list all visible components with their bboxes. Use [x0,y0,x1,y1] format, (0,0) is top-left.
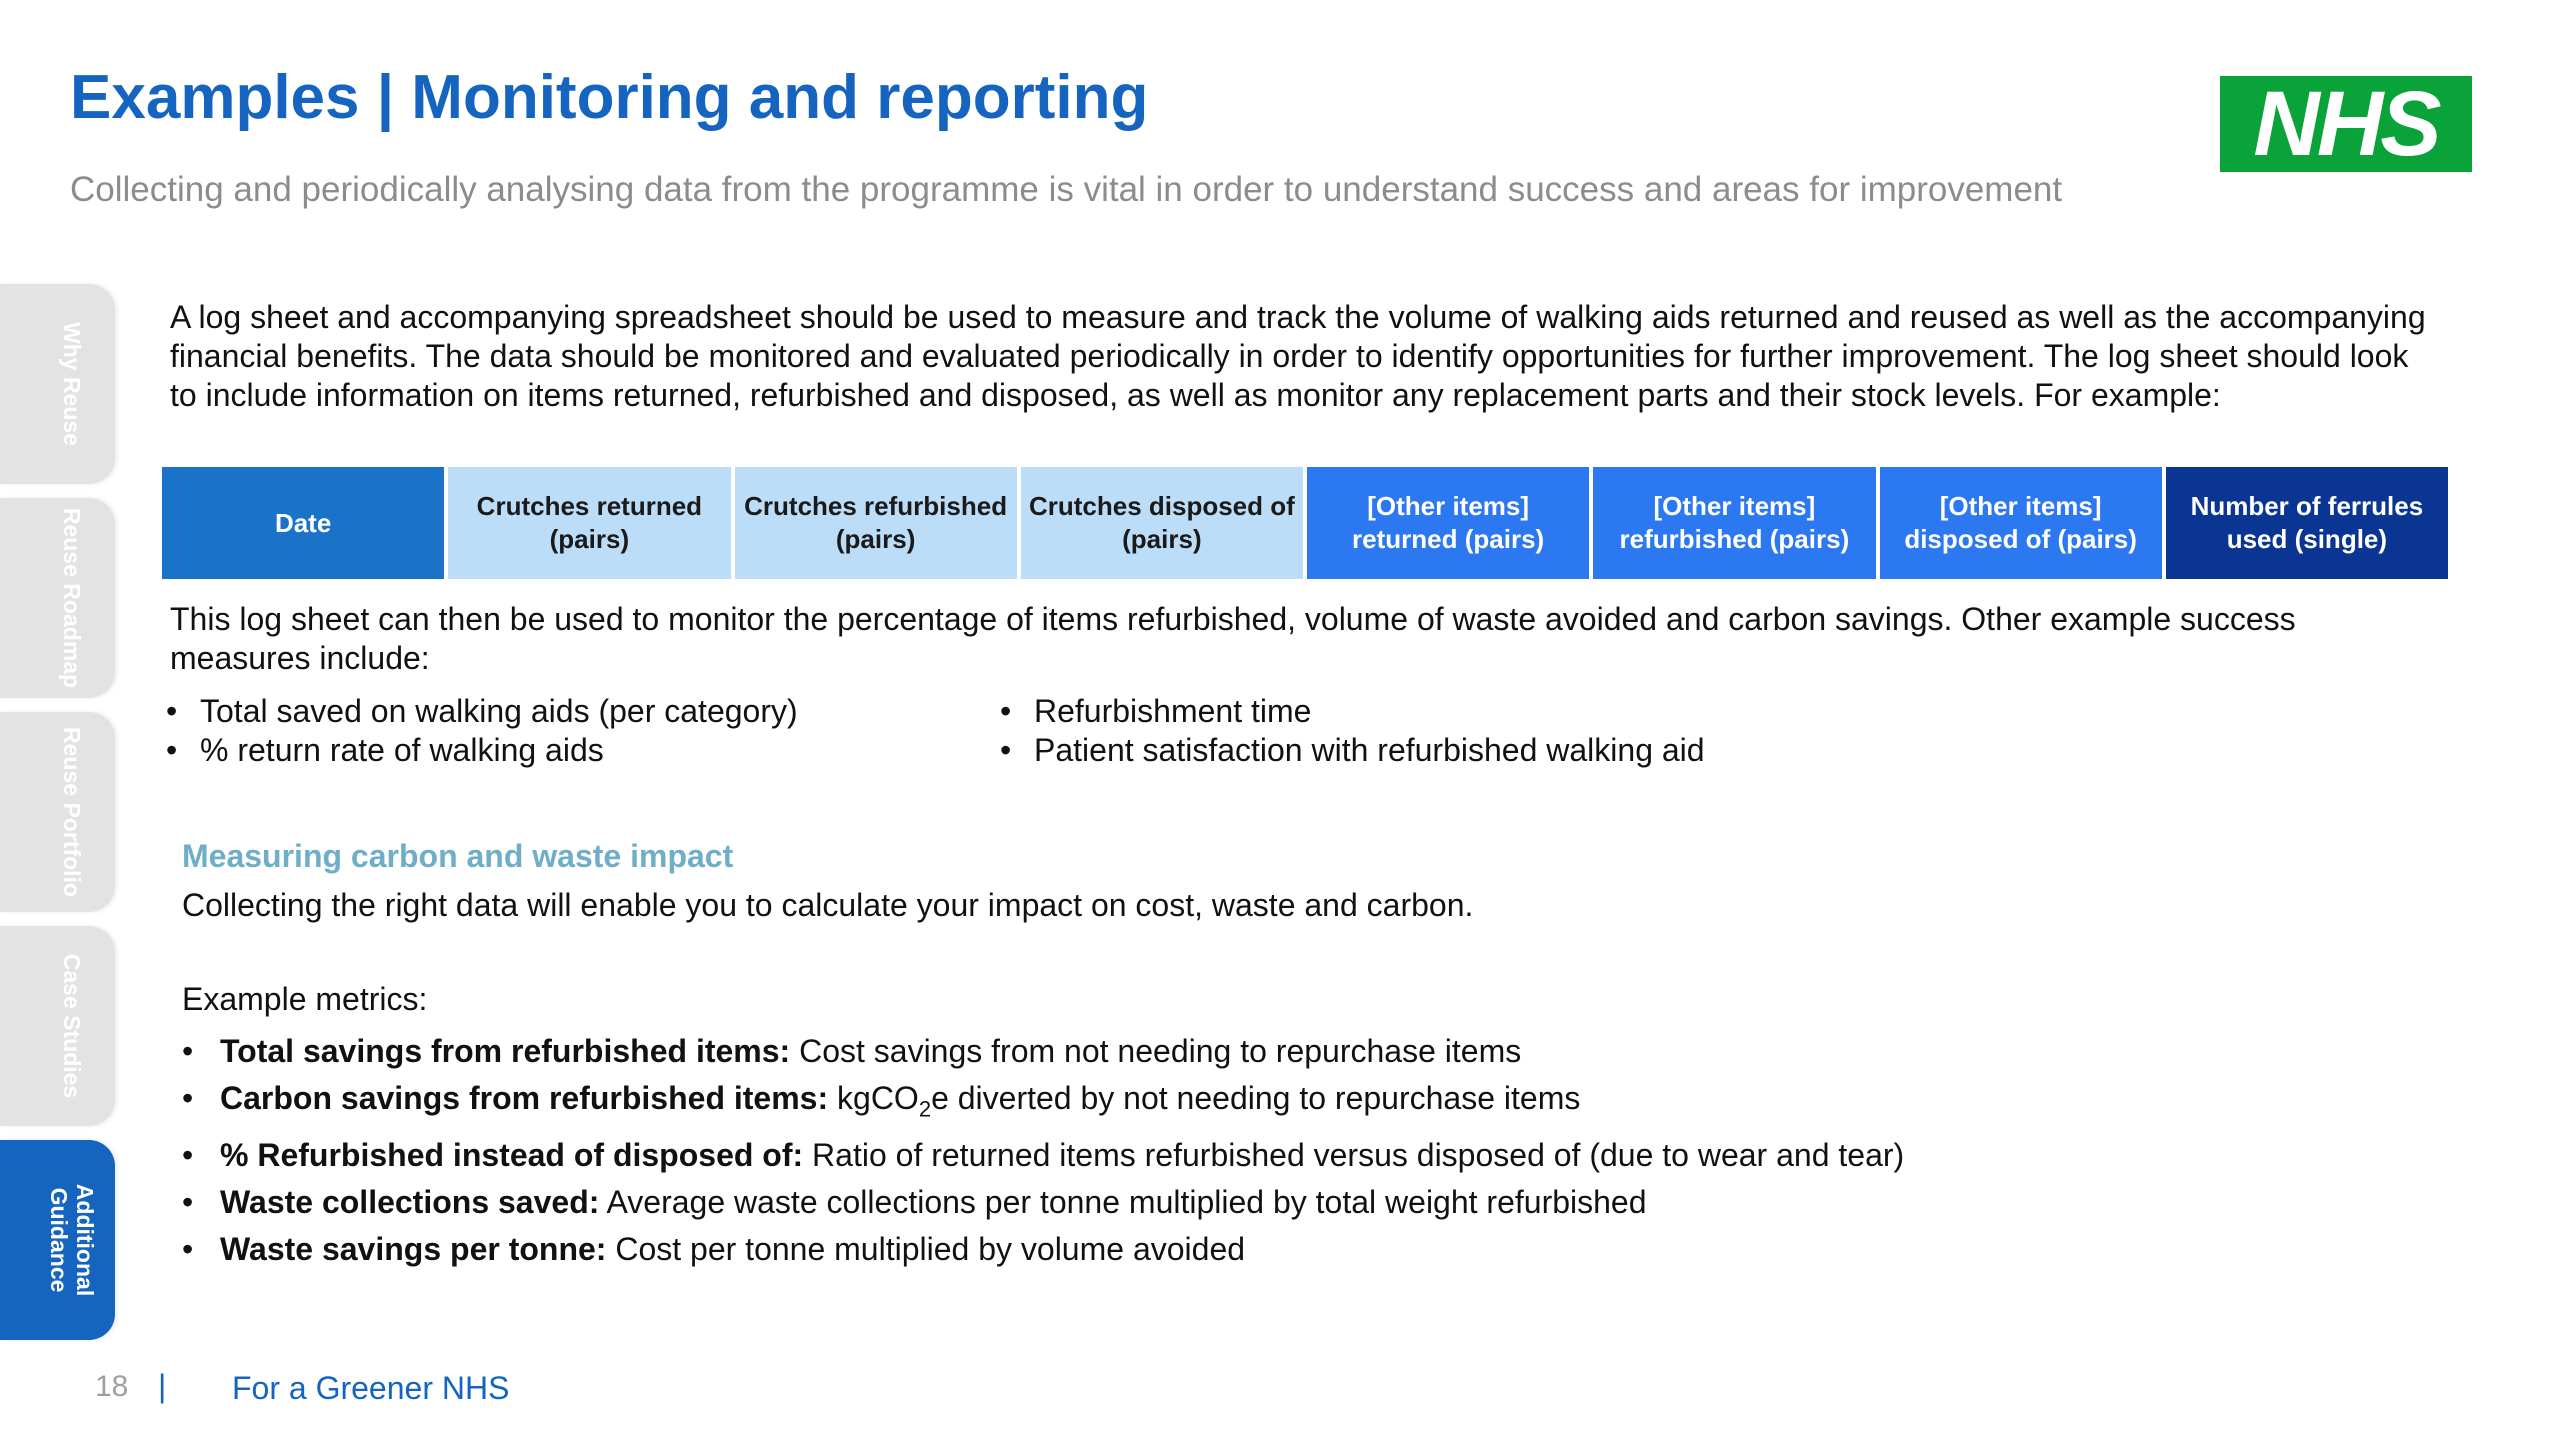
metric-desc-subscript: 2 [918,1096,932,1122]
table-header-cell: Date [162,467,444,579]
table-header-cell: [Other items] disposed of (pairs) [1880,467,2162,579]
tab-additional-guidance[interactable] [0,1140,115,1340]
table-header-cell: Crutches disposed of (pairs) [1021,467,1303,579]
list-item: • Refurbishment time [1000,692,1705,731]
table-header-cell: Crutches returned (pairs) [448,467,730,579]
tab-case-studies[interactable] [0,926,115,1126]
list-item [182,1179,1904,1226]
table-header-cell: [Other items] returned (pairs) [1307,467,1589,579]
metrics-label: Example metrics: [182,981,428,1017]
carbon-text: Collecting the right data will enable you to calculate your impact on cost, waste and carbon. [182,887,1474,923]
nhs-logo: NHS [2220,76,2472,172]
list-item: • Patient satisfaction with refurbished walking aid [1000,731,1705,770]
metric-desc: Ratio of returned items refurbished versus disposed of (due to wear and tear) [803,1137,1905,1174]
measures-intro: This log sheet can then be used to monitor the percentage of items refurbished, volume of waste avoided and carbon savings. Other example success measures include: [170,601,2296,676]
list-item [182,1028,1904,1075]
table-header-cell: Number of ferrules used (single) [2166,467,2448,579]
tab-reuse-portfolio[interactable] [0,712,115,912]
metrics-list [182,1028,1904,1273]
table-header-cell: Crutches refurbished (pairs) [735,467,1017,579]
page-subtitle: Collecting and periodically analysing data from the programme is vital in order to understand success and areas for improvement [70,170,2063,209]
page-number: 18 [95,1370,129,1403]
tab-label: Why Reuse [59,322,85,446]
list-item [182,1226,1904,1273]
metric-term: Waste collections saved: [220,1184,600,1221]
tab-label: Reuse Portfolio [59,727,85,897]
footer-tagline: For a Greener NHS [232,1370,510,1406]
metric-term: Waste savings per tonne: [220,1231,607,1268]
page-title: Examples | Monitoring and reporting [70,63,1149,132]
metric-desc: e diverted by not needing to repurchase items [931,1080,1581,1116]
list-item: • % return rate of walking aids [166,731,798,770]
tab-reuse-roadmap[interactable] [0,498,115,698]
log-sheet-table [162,467,2448,579]
measures-list-right [1000,692,1705,770]
tab-label: Reuse Roadmap [59,507,85,689]
measures-list-left [166,692,798,770]
list-item [182,1075,1904,1132]
metric-term: Total savings from refurbished items: [220,1033,791,1069]
intro-paragraph: A log sheet and accompanying spreadsheet should be used to measure and track the volume of walking aids returned and reused as well as the accompanying financial benefits. The data should be monitored and evaluated periodically in order to identify opportunities for further improvement. The log sheet should look to include information on items returned, refurbished and disposed, as well as monitor any replacement parts and their stock levels. For example: [170,299,2426,413]
table-header-cell: [Other items] refurbished (pairs) [1593,467,1875,579]
metric-desc: Cost savings from not needing to repurchase items [790,1033,1522,1069]
metric-term: Carbon savings from refurbished items: [220,1080,829,1116]
metric-desc: kgCO [828,1080,919,1116]
tab-label: Case Studies [59,953,85,1099]
tab-label: Additional Guidance [46,1183,98,1297]
list-item: • Total saved on walking aids (per category) [166,692,798,731]
list-item [182,1132,1904,1179]
footer-separator: | [158,1368,167,1404]
carbon-heading: Measuring carbon and waste impact [182,838,734,874]
metric-desc: Cost per tonne multiplied by volume avoided [606,1231,1246,1268]
metric-term: % Refurbished instead of disposed of: [220,1137,804,1174]
metric-desc: Average waste collections per tonne multiplied by total weight refurbished [599,1184,1647,1221]
tab-why-reuse[interactable] [0,284,115,484]
